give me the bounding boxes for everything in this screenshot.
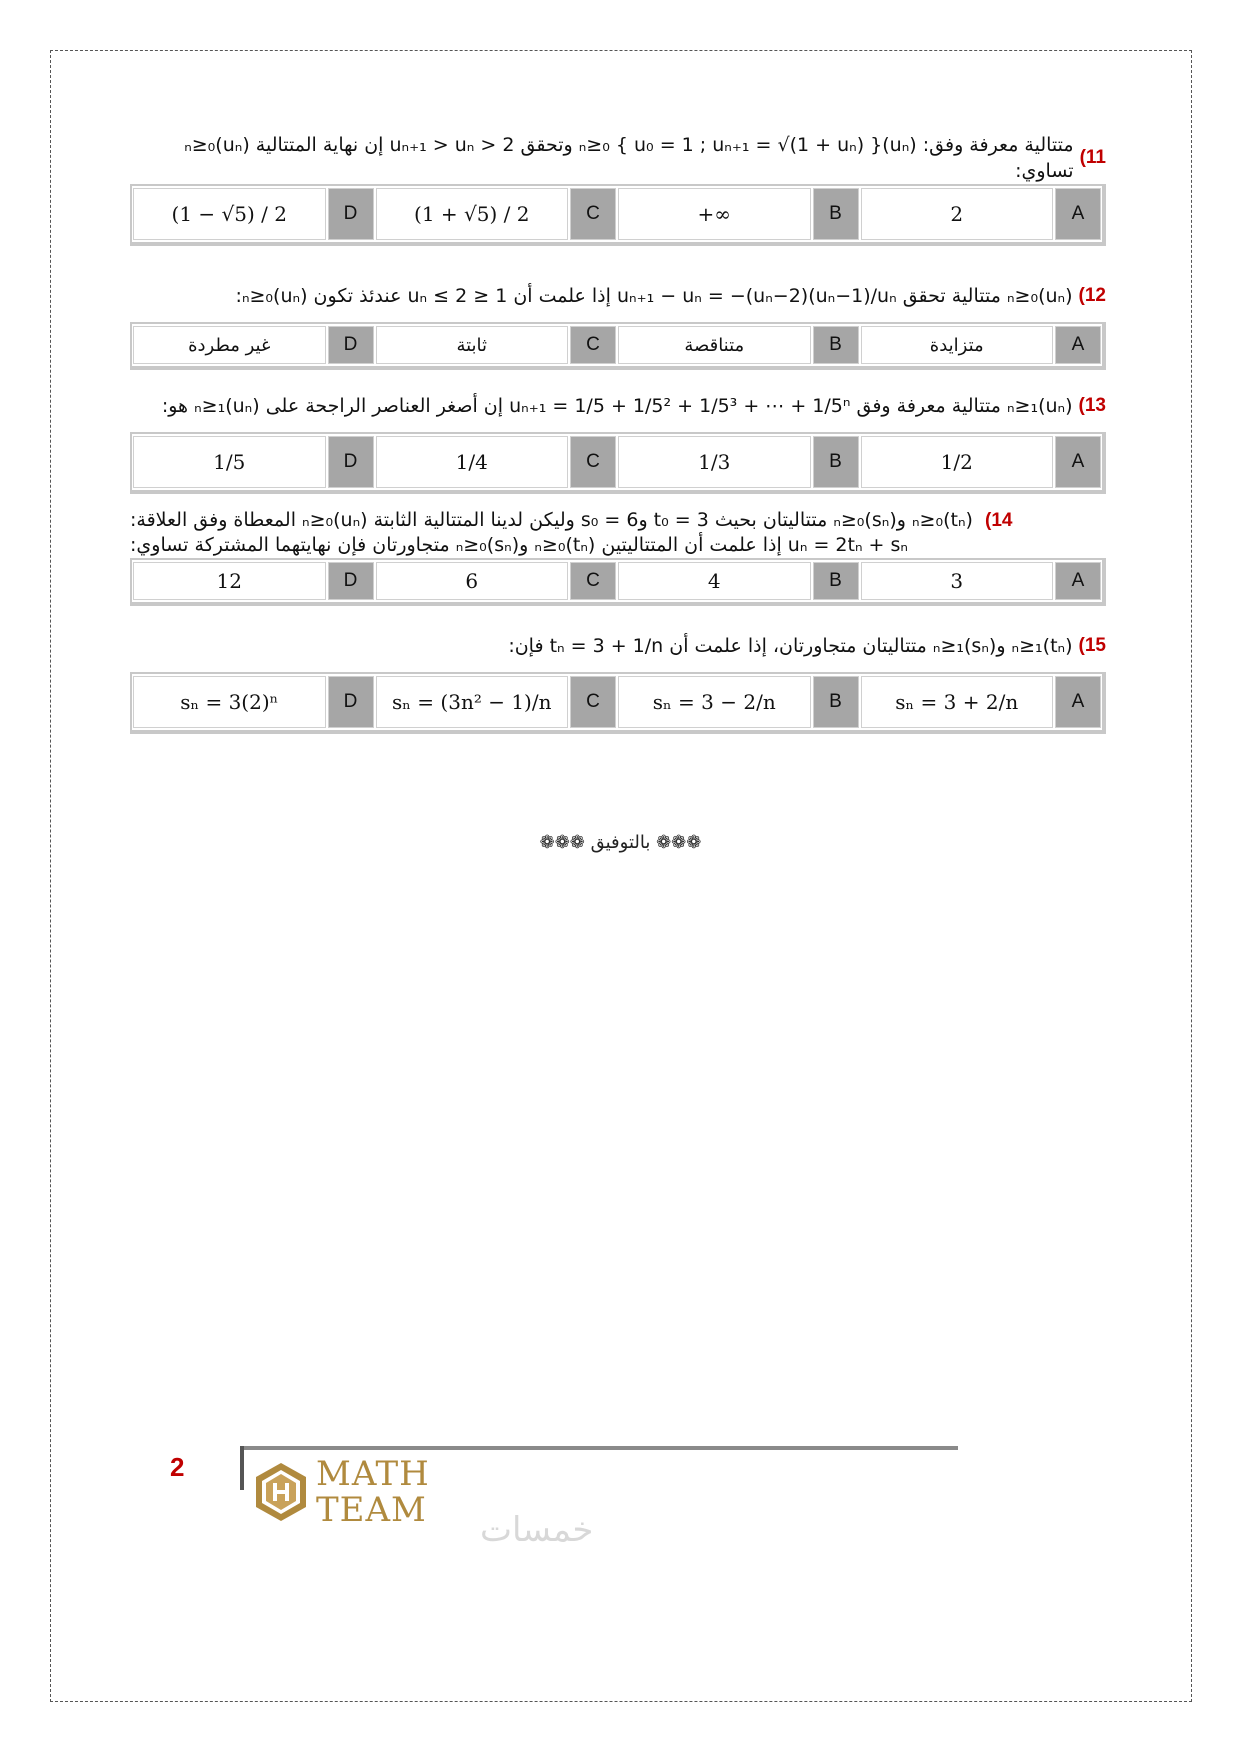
closing-text: ❁❁❁ بالتوفيق ❁❁❁ bbox=[539, 832, 702, 853]
option-a-letter[interactable]: A bbox=[1055, 436, 1101, 488]
question-text bbox=[130, 620, 1106, 672]
question-number: 13) bbox=[1078, 395, 1106, 416]
option-b-value[interactable]: +∞ bbox=[618, 188, 811, 240]
question-15 bbox=[130, 620, 1106, 734]
option-d-value[interactable]: 12 bbox=[133, 562, 326, 600]
question-number: 14) bbox=[985, 509, 1013, 531]
option-b-letter[interactable]: B bbox=[813, 188, 859, 240]
option-a-letter[interactable]: A bbox=[1055, 188, 1101, 240]
options-row bbox=[130, 558, 1106, 606]
question-14 bbox=[130, 506, 1106, 606]
question-number: 11) bbox=[1079, 147, 1106, 168]
question-number: 12) bbox=[1078, 285, 1106, 306]
option-a-letter[interactable]: A bbox=[1055, 562, 1101, 600]
option-c-letter[interactable]: C bbox=[570, 188, 616, 240]
option-d-letter[interactable]: D bbox=[328, 562, 374, 600]
option-b-value[interactable]: متناقصة bbox=[618, 326, 811, 364]
option-a-value[interactable]: sₙ = 3 + 2/n bbox=[861, 676, 1054, 728]
options-row bbox=[130, 432, 1106, 494]
question-text bbox=[130, 380, 1106, 432]
question-text bbox=[130, 132, 1106, 184]
watermark: خمسات bbox=[480, 1510, 594, 1550]
option-b-letter[interactable]: B bbox=[813, 562, 859, 600]
option-d-letter[interactable]: D bbox=[328, 676, 374, 728]
option-c-value[interactable]: 1/4 bbox=[376, 436, 569, 488]
question-statement: (uₙ)ₙ≥₀ متتالية تحقق uₙ₊₁ − uₙ = −(uₙ−2)(uₙ−1)/uₙ إذا علمت أن 1 ≤ uₙ ≤ 2 عندئذ تكون (uₙ)ₙ≥₀: bbox=[235, 285, 1073, 307]
logo-line2: TEAM bbox=[316, 1490, 427, 1530]
option-d-value[interactable]: sₙ = 3(2)ⁿ bbox=[133, 676, 326, 728]
options-row bbox=[130, 672, 1106, 734]
options-row bbox=[130, 184, 1106, 246]
option-a-value[interactable]: متزايدة bbox=[861, 326, 1054, 364]
option-a-value[interactable]: 2 bbox=[861, 188, 1054, 240]
question-statement-line1: (tₙ)ₙ≥₀ و(sₙ)ₙ≥₀ متتاليتان بحيث t₀ = 3 وs₀ = 6 وليكن لدينا المتتالية الثابتة (uₙ)ₙ≥₀ المعطاة وفق العلاقة: bbox=[130, 508, 973, 531]
question-statement-line2: uₙ = 2tₙ + sₙ إذا علمت أن المتتاليتين (tₙ)ₙ≥₀ و(sₙ)ₙ≥₀ متجاورتان فإن نهايتهما المشتركة تساوي: bbox=[130, 533, 908, 556]
footer-divider bbox=[240, 1446, 958, 1450]
option-c-letter[interactable]: C bbox=[570, 326, 616, 364]
question-statement: (uₙ)ₙ≥₁ متتالية معرفة وفق uₙ₊₁ = 1/5 + 1/5² + 1/5³ + ⋯ + 1/5ⁿ إن أصغر العناصر الراجحة على (uₙ)ₙ≥₁ هو: bbox=[161, 395, 1073, 417]
option-b-value[interactable]: 1/3 bbox=[618, 436, 811, 488]
option-c-value[interactable]: ثابتة bbox=[376, 326, 569, 364]
option-a-letter[interactable]: A bbox=[1055, 676, 1101, 728]
question-11 bbox=[130, 132, 1106, 246]
options-row bbox=[130, 322, 1106, 370]
option-b-letter[interactable]: B bbox=[813, 326, 859, 364]
logo-text bbox=[316, 1456, 430, 1528]
footer-vertical-divider bbox=[240, 1446, 244, 1490]
option-d-value[interactable]: 1/5 bbox=[133, 436, 326, 488]
option-d-letter[interactable]: D bbox=[328, 188, 374, 240]
question-text bbox=[130, 506, 1106, 558]
option-a-letter[interactable]: A bbox=[1055, 326, 1101, 364]
question-13 bbox=[130, 380, 1106, 494]
option-b-letter[interactable]: B bbox=[813, 436, 859, 488]
hexagon-logo-icon bbox=[254, 1461, 308, 1523]
option-d-letter[interactable]: D bbox=[328, 326, 374, 364]
option-c-letter[interactable]: C bbox=[570, 562, 616, 600]
option-c-value[interactable]: (1 + √5) / 2 bbox=[376, 188, 569, 240]
option-a-value[interactable]: 3 bbox=[861, 562, 1054, 600]
question-12 bbox=[130, 270, 1106, 370]
option-d-letter[interactable]: D bbox=[328, 436, 374, 488]
option-a-value[interactable]: 1/2 bbox=[861, 436, 1054, 488]
question-statement: متتالية معرفة وفق: (uₙ)ₙ≥₀ { u₀ = 1 ; uₙ₊₁ = √(1 + uₙ) } وتحقق uₙ₊₁ > uₙ > 2 إن نهاية المتتالية (uₙ)ₙ≥₀ تساوي: bbox=[184, 134, 1074, 182]
logo-line1: MATH bbox=[316, 1454, 430, 1494]
page-number: 2 bbox=[170, 1452, 185, 1482]
question-text bbox=[130, 270, 1106, 322]
option-d-value[interactable]: غير مطردة bbox=[133, 326, 326, 364]
option-c-value[interactable]: 6 bbox=[376, 562, 569, 600]
math-team-logo bbox=[254, 1456, 430, 1528]
option-b-value[interactable]: sₙ = 3 − 2/n bbox=[618, 676, 811, 728]
option-c-letter[interactable]: C bbox=[570, 676, 616, 728]
option-c-letter[interactable]: C bbox=[570, 436, 616, 488]
option-d-value[interactable]: (1 − √5) / 2 bbox=[133, 188, 326, 240]
option-b-letter[interactable]: B bbox=[813, 676, 859, 728]
question-statement: (tₙ)ₙ≥₁ و(sₙ)ₙ≥₁ متتاليتان متجاورتان، إذا علمت أن tₙ = 3 + 1/n فإن: bbox=[508, 635, 1073, 657]
question-number: 15) bbox=[1078, 635, 1106, 656]
option-c-value[interactable]: sₙ = (3n² − 1)/n bbox=[376, 676, 569, 728]
option-b-value[interactable]: 4 bbox=[618, 562, 811, 600]
